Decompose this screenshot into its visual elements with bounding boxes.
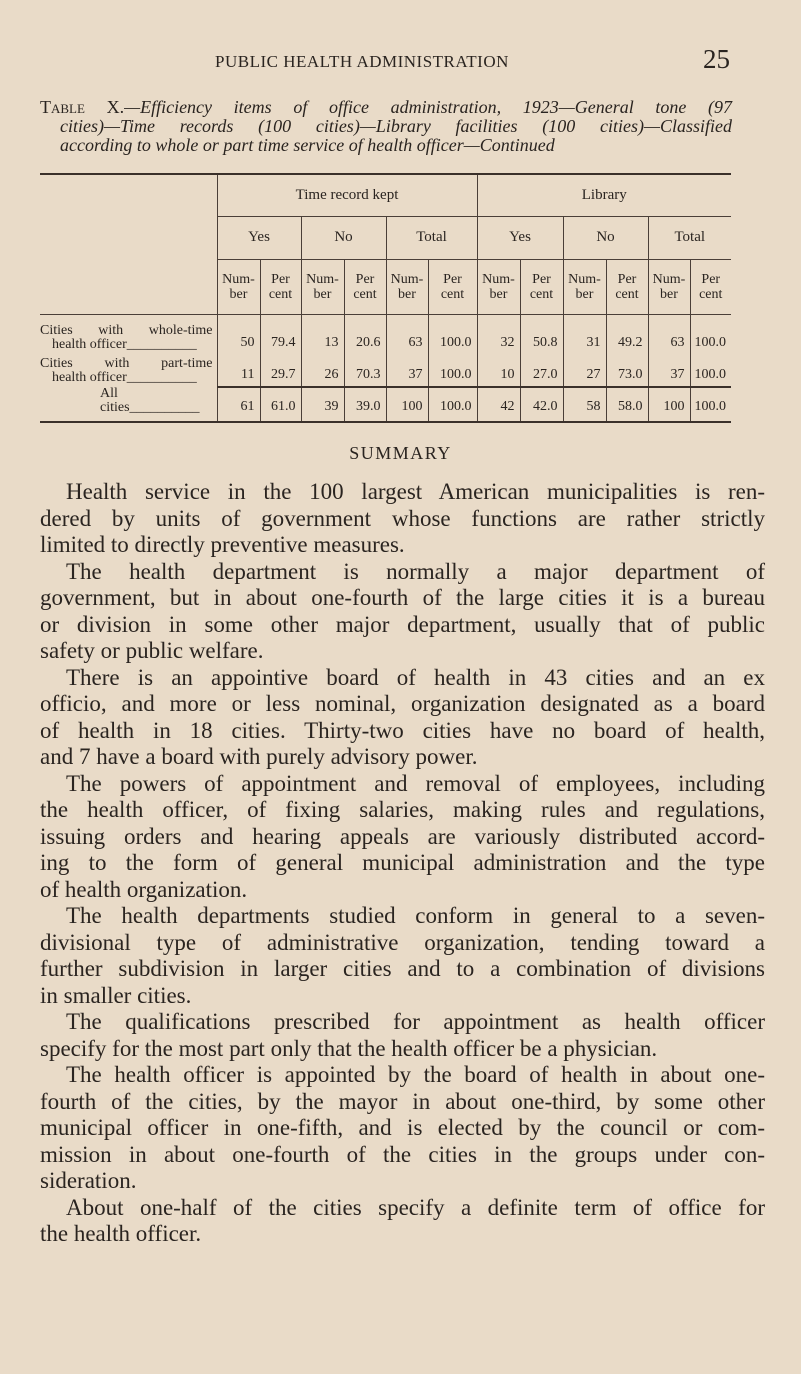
- column-percent-header: [344, 259, 386, 314]
- paragraph-line: The qualifications prescribed for appointment as health officer: [66, 1009, 765, 1034]
- running-title: PUBLIC HEALTH ADMINISTRATION: [215, 52, 509, 71]
- column-number-line-2: ber: [398, 286, 416, 302]
- column-percent-line-2: cent: [615, 286, 639, 302]
- table-cell: 58.0: [606, 387, 648, 422]
- column-percent-line-1: Per: [443, 271, 462, 287]
- summary-paragraph: [40, 479, 765, 559]
- row-label-line-2: All cities__________: [100, 386, 200, 415]
- caption-text: —Efficiency items of office administration, 1923—General tone (97: [124, 97, 732, 117]
- subgroup-header: Yes: [477, 216, 563, 259]
- caption-line-2: cities)—Time records (100 cities)—Library facilities (100 cities)—Classified: [60, 116, 732, 136]
- table-cell: 37: [386, 354, 428, 387]
- table-cell: 13: [301, 314, 344, 354]
- paragraph-line: About one-half of the cities specify a definite term of office for: [66, 1194, 765, 1220]
- table-cell: 79.4: [260, 314, 301, 354]
- column-number-header: [217, 259, 260, 314]
- table-cell: 100: [648, 387, 690, 422]
- table-cell: 31: [563, 314, 606, 354]
- column-number-line-1: Num-: [652, 271, 686, 287]
- table-cell: 100.0: [690, 387, 731, 422]
- table-cell: 20.6: [344, 314, 386, 354]
- column-percent-header: [428, 259, 477, 314]
- column-number-header: [386, 259, 428, 314]
- paragraph-line: government, but in about one-fourth of the large cities it is a bureau: [40, 585, 765, 610]
- subgroup-header: No: [301, 216, 386, 259]
- stub-header: [40, 174, 217, 314]
- column-percent-line-2: cent: [353, 286, 377, 302]
- table-cell: 61.0: [260, 387, 301, 422]
- row-label: [40, 314, 217, 354]
- column-number-header: [301, 259, 344, 314]
- table-cell: 73.0: [606, 354, 648, 387]
- row-label: [40, 354, 217, 387]
- table-cell: 26: [301, 354, 344, 387]
- column-percent-line-1: Per: [271, 271, 290, 287]
- column-number-line-2: ber: [229, 286, 248, 302]
- paragraph-line: officio, and more or less nominal, organization designated as a board: [40, 691, 765, 716]
- column-percent-header: [606, 259, 648, 314]
- column-number-header: [648, 259, 690, 314]
- column-percent-line-1: Per: [701, 271, 721, 287]
- row-label-line-1: Cities with whole-time: [40, 323, 213, 338]
- paragraph-line: issuing orders and hearing appeals are variously distributed accord-: [40, 823, 765, 849]
- summary-paragraph: [40, 903, 765, 1009]
- column-percent-line-1: Per: [355, 271, 375, 287]
- column-number-line-1: Num-: [306, 271, 339, 287]
- paragraph-line: divisional type of administrative organization, tending toward a: [40, 929, 765, 955]
- table-cell: 42.0: [520, 387, 563, 422]
- table-cell: 50.8: [520, 314, 563, 354]
- table-caption: [40, 98, 732, 155]
- column-number-line-1: Num-: [390, 271, 424, 287]
- table-cell: 39.0: [344, 387, 386, 422]
- table-cell: 63: [648, 314, 690, 354]
- table-cell: 42: [477, 387, 520, 422]
- table-label: Table X.: [40, 97, 125, 117]
- paragraph-line: specify for the most part only that the health officer be a physician.: [40, 1035, 658, 1061]
- caption-line-3: according to whole or part time service of health officer—Continued: [60, 135, 555, 155]
- table-cell: 11: [217, 354, 260, 387]
- group-library: Library: [477, 174, 731, 216]
- table-cell: 27.0: [520, 354, 563, 387]
- row-label-line-1: Cities with part-time: [40, 356, 213, 371]
- summary-body: [40, 479, 765, 1248]
- summary-paragraph: [40, 1009, 765, 1062]
- table-cell: 61: [217, 387, 260, 422]
- subgroup-header: Yes: [217, 216, 301, 259]
- paragraph-line: the health officer, of fixing salaries, making rules and regulations,: [40, 797, 765, 822]
- table-cell: 49.2: [606, 314, 648, 354]
- paragraph-line: in smaller cities.: [40, 982, 192, 1008]
- table-cell: 100.0: [428, 354, 477, 387]
- column-percent-header: [520, 259, 563, 314]
- column-percent-line-2: cent: [699, 286, 723, 302]
- caption-line-1: [40, 98, 732, 117]
- summary-paragraph: [40, 1062, 765, 1195]
- table-cell: 50: [217, 314, 260, 354]
- table-cell: 70.3: [344, 354, 386, 387]
- table-cell: 37: [648, 354, 690, 387]
- paragraph-line: Health service in the 100 largest American municipalities is ren-: [66, 479, 765, 504]
- table-cell: 100.0: [690, 314, 731, 354]
- column-percent-line-1: Per: [617, 271, 637, 287]
- paragraph-line: or division in some other major department, usually that of public: [40, 611, 765, 637]
- column-number-line-2: ber: [660, 286, 678, 302]
- column-percent-line-2: cent: [268, 286, 293, 302]
- table-cell: 100.0: [428, 314, 477, 354]
- table-cell: 32: [477, 314, 520, 354]
- column-number-line-1: Num-: [568, 271, 601, 287]
- paragraph-line: of health in 18 cities. Thirty-two cities have no board of health,: [40, 717, 765, 743]
- paragraph-line: the health officer.: [40, 1221, 202, 1246]
- column-percent-header: [260, 259, 301, 314]
- paragraph-line: The powers of appointment and removal of employees, including: [66, 770, 765, 796]
- table-cell: 10: [477, 354, 520, 387]
- row-label-line-2: health officer__________: [52, 337, 197, 352]
- summary-heading: SUMMARY: [349, 443, 452, 463]
- column-percent-line-2: cent: [440, 286, 465, 302]
- table-cell: 27: [563, 354, 606, 387]
- table-cell: 29.7: [260, 354, 301, 387]
- summary-paragraph: [40, 665, 765, 771]
- paragraph-line: mission in about one-fourth of the cities in the groups under con-: [40, 1141, 765, 1167]
- column-percent-line-2: cent: [529, 286, 554, 302]
- subgroup-header: Total: [648, 216, 731, 259]
- paragraph-line: and 7 have a board with purely advisory power.: [40, 744, 478, 769]
- summary-paragraph: [40, 771, 765, 904]
- paragraph-line: fourth of the cities, by the mayor in about one-third, by some other: [40, 1088, 765, 1114]
- paragraph-line: There is an appointive board of health in 43 cities and an ex: [66, 664, 765, 690]
- summary-paragraph: [40, 1195, 765, 1248]
- subgroup-header: No: [563, 216, 648, 259]
- table-cell: 58: [563, 387, 606, 422]
- table-cell: 63: [386, 314, 428, 354]
- page-number: 25: [703, 44, 730, 74]
- summary-paragraph: [40, 559, 765, 665]
- group-time-record: Time record kept: [217, 174, 477, 216]
- table-row: [40, 314, 731, 354]
- paragraph-line: sideration.: [40, 1168, 137, 1193]
- paragraph-line: ing to the form of general municipal administration and the type: [40, 850, 765, 875]
- paragraph-line: dered by units of government whose functions are rather strictly: [40, 505, 765, 531]
- subgroup-header: Total: [386, 216, 477, 259]
- column-percent-line-1: Per: [532, 271, 551, 287]
- table-cell: 100: [386, 387, 428, 422]
- column-number-line-2: ber: [575, 286, 594, 302]
- table-cell: 39: [301, 387, 344, 422]
- paragraph-line: The health departments studied conform in general to a seven-: [66, 903, 765, 928]
- table-row: [40, 354, 731, 387]
- paragraph-line: safety or public welfare.: [40, 638, 264, 663]
- paragraph-line: further subdivision in larger cities and to a combination of divisions: [40, 956, 765, 981]
- paragraph-line: municipal officer in one-fifth, and is elected by the council or com-: [40, 1115, 765, 1140]
- table-cell: 100.0: [690, 354, 731, 387]
- column-number-line-2: ber: [313, 286, 332, 302]
- column-percent-header: [690, 259, 731, 314]
- column-number-line-1: Num-: [222, 271, 255, 287]
- paragraph-line: The health officer is appointed by the board of health in about one-: [66, 1062, 765, 1087]
- column-number-line-1: Num-: [482, 271, 515, 287]
- row-label-line-2: health officer__________: [52, 370, 197, 385]
- paragraph-line: limited to directly preventive measures.: [40, 532, 405, 557]
- table-row: [40, 387, 731, 422]
- paragraph-line: The health department is normally a major department of: [66, 558, 765, 584]
- row-label: [40, 387, 217, 422]
- table-cell: 100.0: [428, 387, 477, 422]
- column-number-header: [477, 259, 520, 314]
- data-table: [40, 173, 731, 423]
- column-number-line-2: ber: [489, 286, 508, 302]
- paragraph-line: of health organization.: [40, 876, 248, 902]
- column-number-header: [563, 259, 606, 314]
